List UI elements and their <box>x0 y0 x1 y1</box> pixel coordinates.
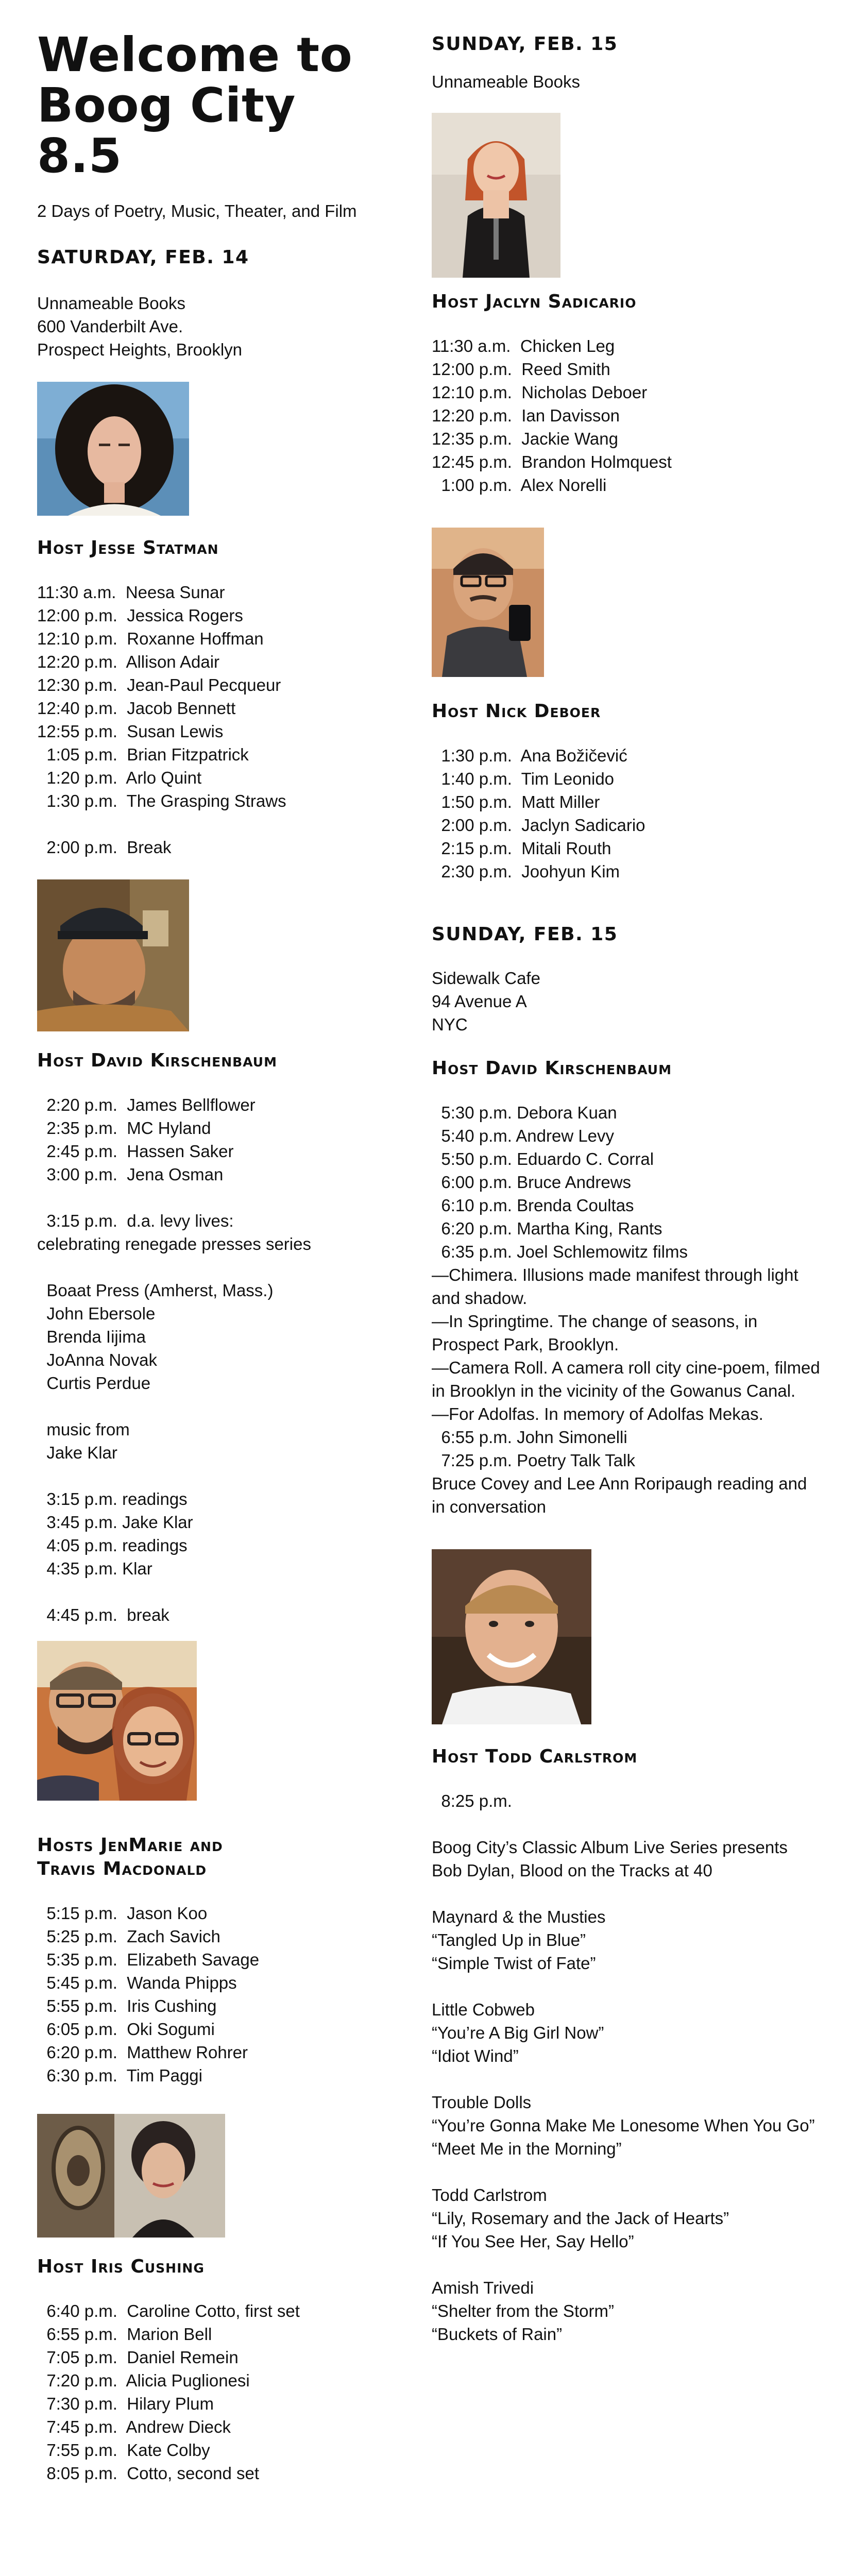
schedule-row: 6:20 p.m. Martha King, Rants <box>432 1219 662 1238</box>
song-title: “You’re A Big Girl Now” <box>432 2023 604 2042</box>
schedule-row: Boaat Press (Amherst, Mass.) <box>37 1281 274 1300</box>
schedule-row: 1:05 p.m. Brian Fitzpatrick <box>37 745 249 764</box>
schedule-row: Brenda Iijima <box>37 1327 146 1346</box>
band-name: Little Cobweb <box>432 2000 535 2019</box>
song-title: “Idiot Wind” <box>432 2046 519 2065</box>
schedule-list-jesse <box>37 581 393 859</box>
band-name: Trouble Dolls <box>432 2093 532 2112</box>
film-description: —Chimera. Illusions made manifest through light and shadow. <box>432 1265 798 1308</box>
day-heading-sunday-1: SUNDAY, FEB. 15 <box>432 33 618 55</box>
series-line: Boog City’s Classic Album Live Series presents <box>432 1838 788 1857</box>
schedule-row: 2:30 p.m. Joohyun Kim <box>432 862 620 881</box>
schedule-row: music from <box>37 1420 130 1439</box>
song-title: “Simple Twist of Fate” <box>432 1954 596 1973</box>
series-line: Bob Dylan, Blood on the Tracks at 40 <box>432 1861 712 1880</box>
schedule-row: 5:25 p.m. Zach Savich <box>37 1927 220 1946</box>
schedule-row: 2:35 p.m. MC Hyland <box>37 1118 211 1138</box>
schedule-row: 12:30 p.m. Jean-Paul Pecqueur <box>37 675 281 694</box>
schedule-list-jenmarie <box>37 1902 393 2087</box>
schedule-row: 12:35 p.m. Jackie Wang <box>432 429 618 448</box>
host-heading-nick-deboer: Host Nick Deboer <box>432 701 601 722</box>
spacer <box>37 812 393 836</box>
host-heading-jesse-statman: Host Jesse Statman <box>37 537 219 558</box>
venue-line: 94 Avenue A <box>432 992 527 1011</box>
schedule-row: 7:20 p.m. Alicia Puglionesi <box>37 2371 250 2390</box>
subtitle: 2 Days of Poetry, Music, Theater, and Film <box>37 201 357 221</box>
host-photo-iris-cushing <box>37 2114 225 2238</box>
schedule-row: 7:25 p.m. Poetry Talk Talk <box>432 1451 635 1470</box>
schedule-row: 6:55 p.m. Marion Bell <box>37 2325 212 2344</box>
page-title <box>37 27 393 183</box>
schedule-row: 8:25 p.m. <box>432 1791 512 1810</box>
spacer <box>37 1186 393 1209</box>
host-heading-jaclyn-sadicario: Host Jaclyn Sadicario <box>432 291 637 312</box>
schedule-row: 5:30 p.m. Debora Kuan <box>432 1103 617 1122</box>
schedule-row: 1:00 p.m. Alex Norelli <box>432 476 607 495</box>
host-photo-todd-carlstrom <box>432 1549 591 1724</box>
schedule-row: Jake Klar <box>37 1443 117 1462</box>
schedule-row: 6:30 p.m. Tim Paggi <box>37 2066 202 2085</box>
film-description: —Camera Roll. A camera roll city cine-poem, filmed in Brooklyn in the vicinity of the Gowanus Canal. <box>432 1358 820 1400</box>
spacer <box>432 2253 823 2276</box>
venue-line: Unnameable Books <box>37 294 186 313</box>
schedule-row: 12:55 p.m. Susan Lewis <box>37 722 224 741</box>
schedule-row: 1:30 p.m. The Grasping Straws <box>37 791 286 810</box>
schedule-row: 3:15 p.m. readings <box>37 1489 188 1509</box>
day-heading-sunday-2: SUNDAY, FEB. 15 <box>432 924 618 945</box>
venue-block-sidewalk <box>432 967 823 1036</box>
album-live-series <box>432 1789 823 2346</box>
spacer <box>432 2067 823 2091</box>
host-photo-jesse-statman <box>37 382 189 516</box>
spacer <box>37 1464 393 1487</box>
schedule-list-jaclyn <box>432 334 823 497</box>
schedule-row: 4:05 p.m. readings <box>37 1536 188 1555</box>
spacer <box>37 1395 393 1418</box>
schedule-row: Curtis Perdue <box>37 1374 151 1393</box>
host-heading-david-kirschenbaum-sun: Host David Kirschenbaum <box>432 1058 672 1079</box>
film-description: —For Adolfas. In memory of Adolfas Mekas. <box>432 1404 763 1423</box>
schedule-row: 3:00 p.m. Jena Osman <box>37 1165 224 1184</box>
schedule-row: 5:45 p.m. Wanda Phipps <box>37 1973 237 1992</box>
venue-line: Unnameable Books <box>432 72 581 91</box>
title-line-1: Welcome to <box>37 27 353 82</box>
song-title: “Lily, Rosemary and the Jack of Hearts” <box>432 2209 729 2228</box>
schedule-row: 6:40 p.m. Caroline Cotto, first set <box>37 2301 300 2320</box>
host-heading-jenmarie-travis <box>37 1834 393 1881</box>
song-title: “Buckets of Rain” <box>432 2325 563 2344</box>
spacer <box>432 2160 823 2183</box>
spacer <box>432 1882 823 1905</box>
song-title: “If You See Her, Say Hello” <box>432 2232 634 2251</box>
schedule-row: 1:30 p.m. Ana Božičević <box>432 746 627 765</box>
schedule-row: 12:20 p.m. Allison Adair <box>37 652 220 671</box>
schedule-row: 12:00 p.m. Jessica Rogers <box>37 606 243 625</box>
schedule-row: 1:20 p.m. Arlo Quint <box>37 768 202 787</box>
band-name: Amish Trivedi <box>432 2278 534 2297</box>
schedule-row: 8:05 p.m. Cotto, second set <box>37 2464 260 2483</box>
schedule-row: 7:45 p.m. Andrew Dieck <box>37 2417 231 2436</box>
schedule-row: 7:55 p.m. Kate Colby <box>37 2441 210 2460</box>
schedule-row: JoAnna Novak <box>37 1350 157 1369</box>
song-title: “Meet Me in the Morning” <box>432 2139 622 2158</box>
host-heading-todd-carlstrom: Host Todd Carlstrom <box>432 1746 638 1767</box>
schedule-row: 12:45 p.m. Brandon Holmquest <box>432 452 672 471</box>
band-name: Todd Carlstrom <box>432 2185 547 2205</box>
schedule-row: 2:00 p.m. Break <box>37 838 172 857</box>
schedule-row: 2:45 p.m. Hassen Saker <box>37 1142 234 1161</box>
venue-block <box>37 292 393 361</box>
host-photo-nick-deboer <box>432 528 544 677</box>
schedule-row: 2:00 p.m. Jaclyn Sadicario <box>432 816 645 835</box>
schedule-row: 6:35 p.m. Joel Schlemowitz films <box>432 1242 688 1261</box>
schedule-row: 11:30 a.m. Neesa Sunar <box>37 583 225 602</box>
left-column <box>37 0 393 2485</box>
schedule-row: 4:35 p.m. Klar <box>37 1559 152 1578</box>
film-description: —In Springtime. The change of seasons, in Prospect Park, Brooklyn. <box>432 1312 758 1354</box>
schedule-list-nick <box>432 744 823 883</box>
title-line-2: Boog City 8.5 <box>37 78 296 183</box>
venue-line: Sidewalk Cafe <box>432 969 540 988</box>
schedule-row: 6:55 p.m. John Simonelli <box>432 1428 627 1447</box>
schedule-row: 7:30 p.m. Hilary Plum <box>37 2394 214 2413</box>
schedule-row: 4:45 p.m. break <box>37 1605 169 1624</box>
band-name: Maynard & the Musties <box>432 1907 606 1926</box>
venue-line: NYC <box>432 1015 468 1034</box>
schedule-row: 6:10 p.m. Brenda Coultas <box>432 1196 634 1215</box>
host-photo-david-kirschenbaum <box>37 879 189 1031</box>
schedule-row: 7:05 p.m. Daniel Remein <box>37 2348 239 2367</box>
day-heading-saturday: SATURDAY, FEB. 14 <box>37 247 249 268</box>
schedule-row: John Ebersole <box>37 1304 156 1323</box>
song-title: “Shelter from the Storm” <box>432 2301 614 2320</box>
venue-line: 600 Vanderbilt Ave. <box>37 317 183 336</box>
schedule-row: 12:20 p.m. Ian Davisson <box>432 406 620 425</box>
host-heading-iris-cushing: Host Iris Cushing <box>37 2256 205 2277</box>
spacer <box>37 1256 393 1279</box>
schedule-row: 1:50 p.m. Matt Miller <box>432 792 600 811</box>
schedule-row: 12:00 p.m. Reed Smith <box>432 360 610 379</box>
schedule-row: 5:40 p.m. Andrew Levy <box>432 1126 615 1145</box>
schedule-note: Bruce Covey and Lee Ann Roripaugh reading and in conversation <box>432 1474 807 1516</box>
schedule-row: 3:15 p.m. d.a. levy lives: <box>37 1211 234 1230</box>
host-photo-jenmarie-travis <box>37 1641 197 1801</box>
schedule-row: 5:50 p.m. Eduardo C. Corral <box>432 1149 654 1168</box>
venue-line: Prospect Heights, Brooklyn <box>37 340 243 359</box>
host-heading-david-kirschenbaum: Host David Kirschenbaum <box>37 1050 277 1071</box>
schedule-row: 6:05 p.m. Oki Sogumi <box>37 2020 215 2039</box>
song-title: “You’re Gonna Make Me Lonesome When You Go” <box>432 2116 815 2135</box>
schedule-row: 2:20 p.m. James Bellflower <box>37 1095 256 1114</box>
schedule-list-iris <box>37 2299 393 2485</box>
schedule-list-david-sun <box>432 1101 823 1518</box>
host-photo-jaclyn-sadicario <box>432 113 560 278</box>
schedule-row: 5:15 p.m. Jason Koo <box>37 1904 208 1923</box>
schedule-row: 11:30 a.m. Chicken Leg <box>432 336 615 355</box>
schedule-row: 6:20 p.m. Matthew Rohrer <box>37 2043 248 2062</box>
right-column <box>432 0 823 2346</box>
schedule-row: 12:10 p.m. Nicholas Deboer <box>432 383 648 402</box>
schedule-row: 5:55 p.m. Iris Cushing <box>37 1996 217 2015</box>
spacer <box>37 1580 393 1603</box>
schedule-row: 3:45 p.m. Jake Klar <box>37 1513 193 1532</box>
schedule-list-david-sat <box>37 1093 393 1626</box>
spacer <box>432 1975 823 1998</box>
schedule-row: 5:35 p.m. Elizabeth Savage <box>37 1950 260 1969</box>
schedule-row: 2:15 p.m. Mitali Routh <box>432 839 611 858</box>
schedule-row: 12:10 p.m. Roxanne Hoffman <box>37 629 264 648</box>
host-heading-line: Hosts JenMarie and <box>37 1835 223 1856</box>
host-heading-line: Travis Macdonald <box>37 1858 207 1879</box>
schedule-row: 1:40 p.m. Tim Leonido <box>432 769 615 788</box>
schedule-row: 6:00 p.m. Bruce Andrews <box>432 1173 632 1192</box>
schedule-row: celebrating renegade presses series <box>37 1234 311 1253</box>
spacer <box>432 1812 823 1836</box>
song-title: “Tangled Up in Blue” <box>432 1930 586 1950</box>
schedule-row: 12:40 p.m. Jacob Bennett <box>37 699 236 718</box>
